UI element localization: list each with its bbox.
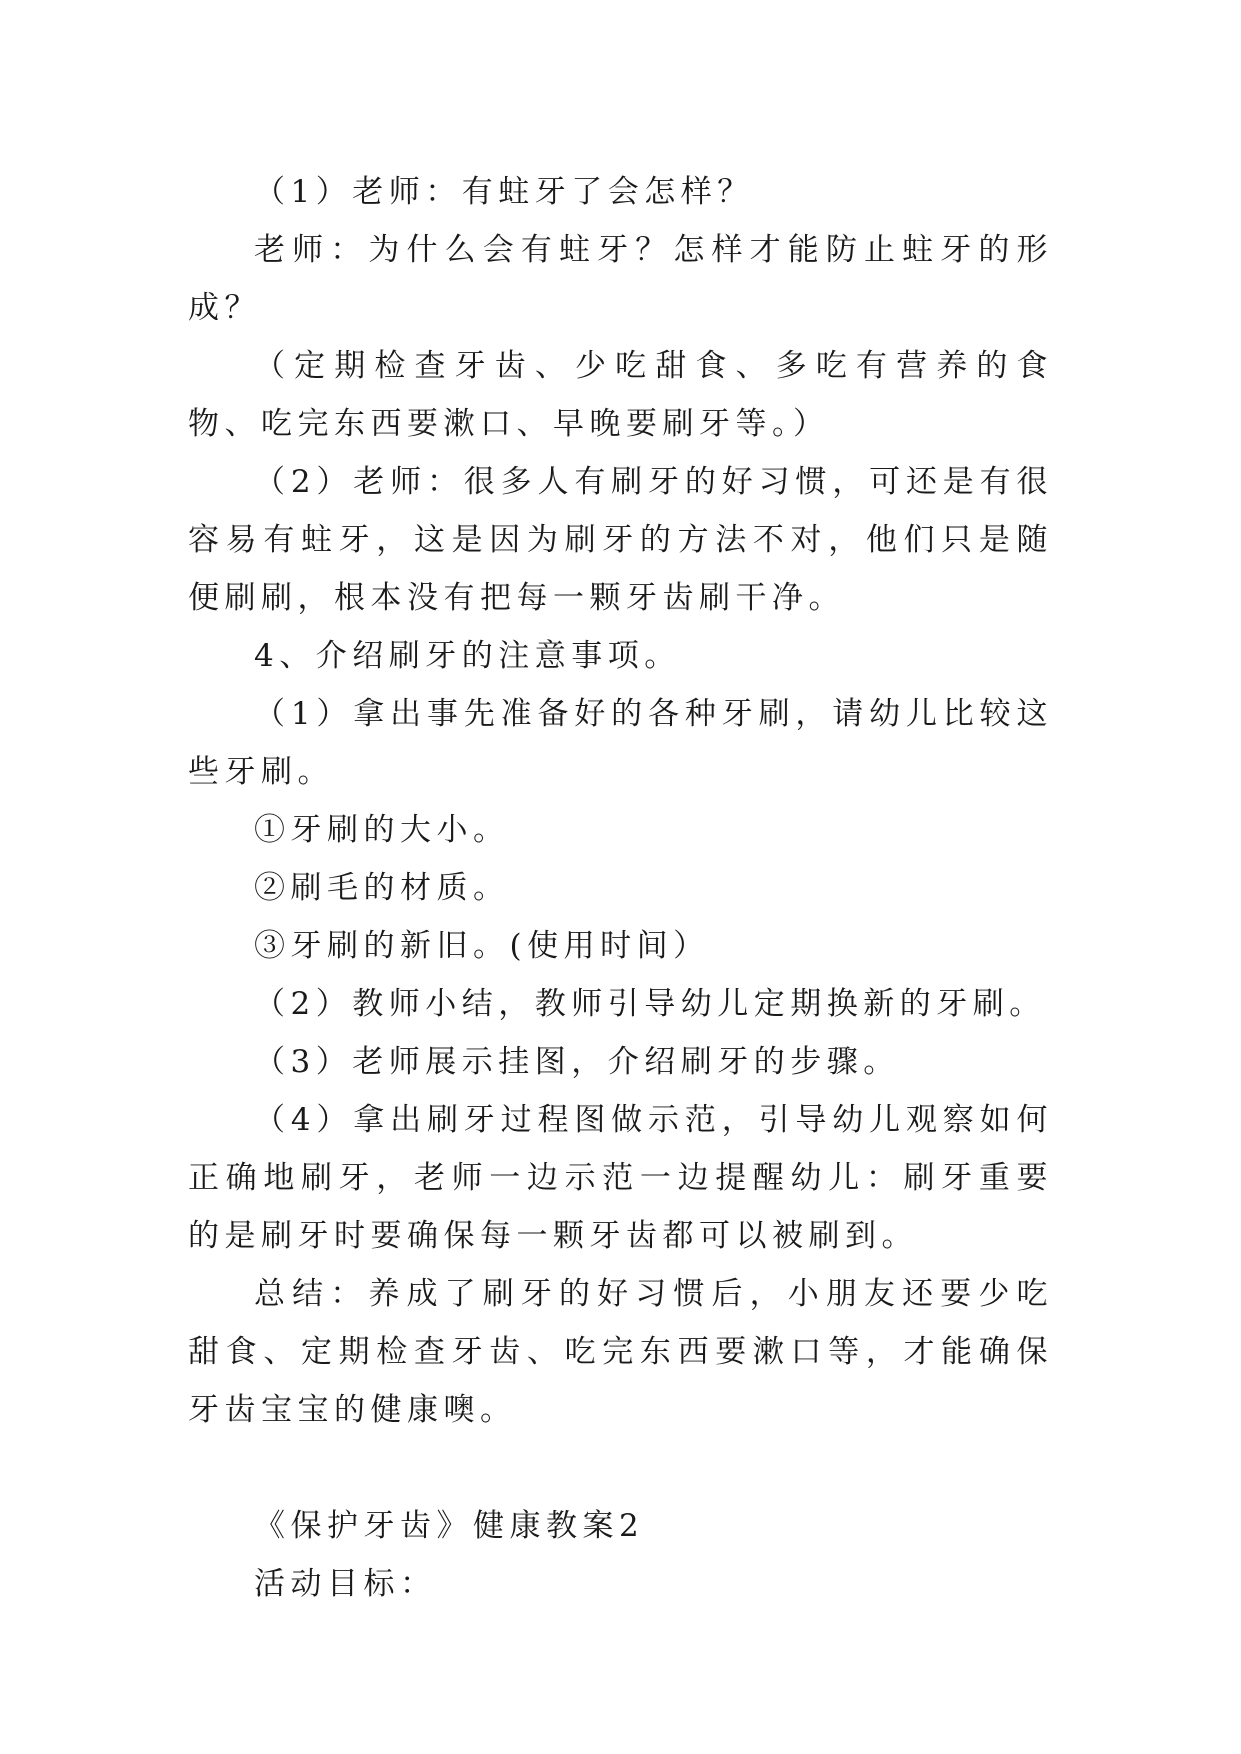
paragraph: ②刷毛的材质。 [254,870,510,906]
paragraph: 老师：为什么会有蛀牙？怎样才能防止蛀牙的形成？ [188,232,1053,326]
paragraph: （2）教师小结，教师引导幼儿定期换新的牙刷。 [254,986,1046,1022]
paragraph: （2）老师：很多人有刷牙的好习惯，可还是有很容易有蛀牙，这是因为刷牙的方法不对，他们只是随便刷刷，根本没有把每一颗牙齿刷干净。 [188,464,1053,616]
paragraph: 4、介绍刷牙的注意事项。 [254,638,681,674]
paragraph: （3）老师展示挂图，介绍刷牙的步骤。 [254,1044,900,1080]
paragraph: （1）拿出事先准备好的各种牙刷，请幼儿比较这些牙刷。 [188,696,1053,790]
document-body [188,163,1053,1613]
paragraph: （定期检查牙齿、少吃甜食、多吃有营养的食物、吃完东西要漱口、早晚要刷牙等。） [188,348,1053,442]
paragraph: ①牙刷的大小。 [254,812,510,848]
paragraph: ③牙刷的新旧。(使用时间） [254,928,710,964]
paragraph: 总结：养成了刷牙的好习惯后，小朋友还要少吃甜食、定期检查牙齿、吃完东西要漱口等，才能确保牙齿宝宝的健康噢。 [188,1276,1053,1428]
section-subtitle: 活动目标： [254,1566,437,1602]
section-title: 《保护牙齿》健康教案2 [254,1508,645,1544]
paragraph: （4）拿出刷牙过程图做示范，引导幼儿观察如何正确地刷牙，老师一边示范一边提醒幼儿：刷牙重要的是刷牙时要确保每一颗牙齿都可以被刷到。 [188,1102,1053,1254]
paragraph: （1）老师：有蛀牙了会怎样？ [254,174,754,210]
